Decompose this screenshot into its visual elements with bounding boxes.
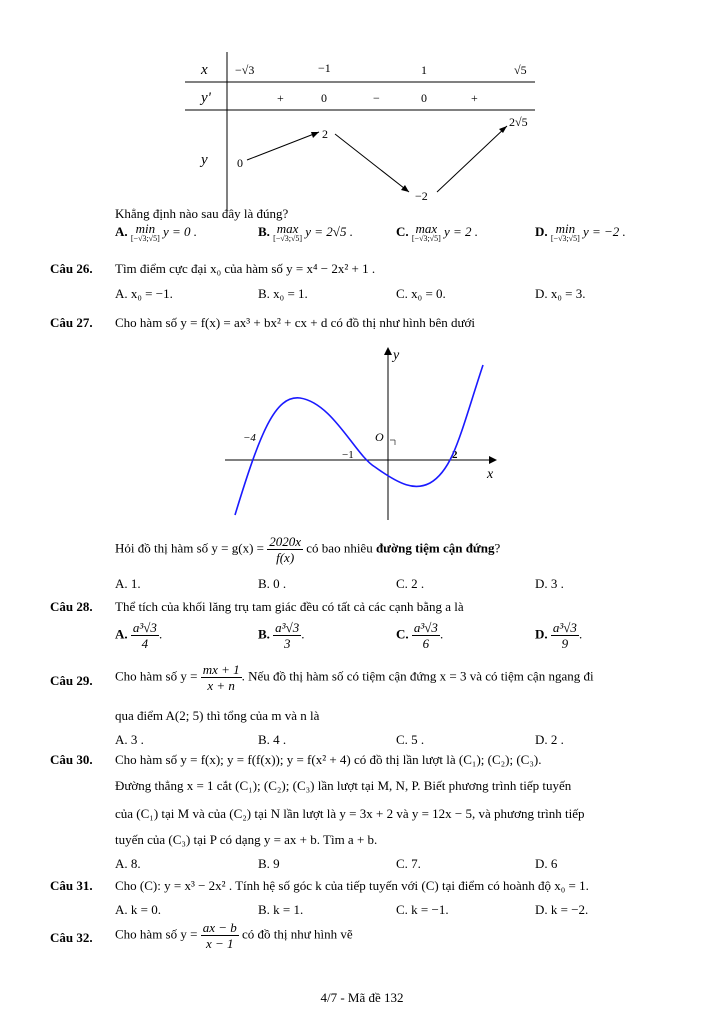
q28-option-c[interactable]: C. $\frac{\text{a³√3}}{6}$ . — [396, 620, 444, 651]
q27-question: Hỏi đồ thị hàm số y = g(x) = $\frac{2020x}{f(x)}$ có bao nhiêu đường tiệm cận đứng? — [115, 534, 501, 565]
q32-label: Câu 32. — [50, 930, 93, 945]
q28-option-d[interactable]: D. $\frac{\text{a³√3}}{9}$ . — [535, 620, 583, 651]
graph-tick: 2 — [452, 449, 458, 461]
table-y-val: 2 — [322, 127, 328, 141]
table-x-val: √5 — [514, 63, 527, 77]
q31-option-b[interactable]: B. k = 1. — [258, 902, 304, 917]
q30-line1: Cho hàm số y = f(x); y = f(f(x)); y = f(x² + 4) có đồ thị lần lượt là (C₁); (C₂); (C₃). — [115, 752, 542, 767]
graph-x-label: x — [487, 467, 494, 482]
table-x-val: −√3 — [235, 63, 255, 77]
graph-y-label: y — [393, 348, 400, 363]
graph-tick: −1 — [342, 449, 354, 461]
table-sign: 0 — [421, 91, 427, 105]
table-x-label: x — [201, 62, 208, 78]
q30-option-b[interactable]: B. 9 — [258, 856, 280, 871]
q30-option-c[interactable]: C. 7. — [396, 856, 421, 871]
q26-stem: Tìm điểm cực đại x₀ của hàm số y = x⁴ − 2x² + 1 . — [115, 261, 376, 276]
q25-option-a[interactable]: A. min [−√3;√5] y = 0 . — [115, 221, 198, 243]
q31-label: Câu 31. — [50, 878, 93, 893]
table-x-val: 1 — [421, 63, 427, 77]
q27-option-b[interactable]: B. 0 . — [258, 576, 287, 591]
q27-label: Câu 27. — [50, 315, 93, 330]
variation-table — [185, 52, 545, 212]
cubic-curve — [235, 365, 483, 515]
q29-line2: qua điểm A(2; 5) thì tổng của m và n là — [115, 708, 320, 723]
graph-origin: O — [375, 430, 384, 444]
q30-line2: Đường thẳng x = 1 cắt (C₁); (C₂); (C₃) lần lượt tại M, N, P. Biết phương trình tiếp tuyến — [115, 778, 572, 793]
q29-line1: Cho hàm số y = $\frac{mx + 1}{x + n}$ . Nếu đồ thị hàm số có tiệm cận đứng x = 3 và có tiệm cận ngang đi — [115, 662, 594, 693]
page-footer: 4/7 - Mã đề 132 — [320, 990, 404, 1005]
q31-option-a[interactable]: A. k = 0. — [115, 902, 161, 917]
q30-line4: tuyến của (C₃) tại P có dạng y = ax + b. Tìm a + b. — [115, 832, 378, 847]
q29-option-b[interactable]: B. 4 . — [258, 732, 287, 747]
table-sign: − — [373, 91, 380, 105]
q31-option-c[interactable]: C. k = −1. — [396, 902, 449, 917]
q25-option-d[interactable]: D. min [−√3;√5] y = −2 . — [535, 221, 626, 243]
table-x-val: −1 — [318, 61, 331, 75]
cubic-graph — [225, 345, 505, 520]
q32-stem: Cho hàm số y = $\frac{ax - b}{x - 1}$ có đồ thị như hình vẽ — [115, 920, 353, 951]
q30-line3: của (C₁) tại M và của (C₂) tại N lần lượt là y = 3x + 2 và y = 12x − 5, và phương trình tiếp — [115, 806, 585, 821]
q26-option-d[interactable]: D. x₀ = 3. — [535, 286, 586, 301]
graph-tick: −4 — [243, 432, 256, 444]
table-yprime-label: y' — [201, 90, 211, 106]
q30-option-d[interactable]: D. 6 — [535, 856, 558, 871]
table-sign: 0 — [321, 91, 327, 105]
table-y-val: 0 — [237, 156, 243, 170]
q26-label: Câu 26. — [50, 261, 93, 276]
q25-option-b[interactable]: B. max [−√3;√5] y = 2√5 . — [258, 221, 353, 243]
q25-stem: Khẳng định nào sau đây là đúng? — [115, 206, 289, 221]
q27-option-c[interactable]: C. 2 . — [396, 576, 425, 591]
table-y-val: −2 — [415, 189, 428, 203]
q26-option-a[interactable]: A. x₀ = −1. — [115, 286, 173, 301]
table-sign: + — [471, 91, 478, 105]
q28-stem: Thể tích của khối lăng trụ tam giác đều có tất cả các cạnh bằng a là — [115, 599, 464, 614]
q26-option-c[interactable]: C. x₀ = 0. — [396, 286, 446, 301]
q29-option-c[interactable]: C. 5 . — [396, 732, 425, 747]
q30-option-a[interactable]: A. 8. — [115, 856, 141, 871]
q25-option-c[interactable]: C. max [−√3;√5] y = 2 . — [396, 221, 479, 243]
q31-option-d[interactable]: D. k = −2. — [535, 902, 589, 917]
q26-option-b[interactable]: B. x₀ = 1. — [258, 286, 308, 301]
q28-option-b[interactable]: B. $\frac{\text{a³√3}}{3}$ . — [258, 620, 305, 651]
q27-stem: Cho hàm số y = f(x) = ax³ + bx² + cx + d có đồ thị như hình bên dưới — [115, 315, 476, 330]
q29-label: Câu 29. — [50, 673, 93, 688]
q30-label: Câu 30. — [50, 752, 93, 767]
q29-option-a[interactable]: A. 3 . — [115, 732, 144, 747]
q27-option-d[interactable]: D. 3 . — [535, 576, 564, 591]
q29-option-d[interactable]: D. 2 . — [535, 732, 564, 747]
table-sign: + — [277, 91, 284, 105]
q31-stem: Cho (C): y = x³ − 2x² . Tính hệ số góc k của tiếp tuyến với (C) tại điểm có hoành độ x₀ = 1. — [115, 878, 589, 893]
q27-option-a[interactable]: A. 1. — [115, 576, 141, 591]
table-y-val: 2√5 — [509, 115, 528, 129]
q28-label: Câu 28. — [50, 599, 93, 614]
table-y-label: y — [201, 152, 208, 168]
q28-option-a[interactable]: A. $\frac{\text{a³√3}}{4}$ . — [115, 620, 163, 651]
